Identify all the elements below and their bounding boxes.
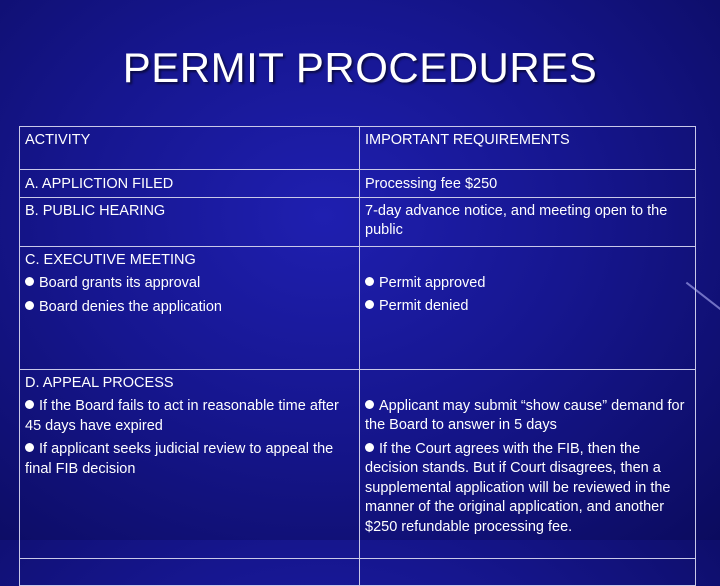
- bullet-icon: [25, 400, 34, 409]
- bullet-icon: [25, 443, 34, 452]
- header-activity: ACTIVITY: [20, 127, 360, 170]
- activity-cell: [20, 369, 360, 558]
- bullet-icon: [365, 443, 374, 452]
- bullet-icon: [365, 400, 374, 409]
- activity-cell: A. APPLICTION FILED: [20, 170, 360, 198]
- bullet-icon: [25, 277, 34, 286]
- requirement-cell: Processing fee $250: [360, 170, 696, 198]
- permit-procedures-table: [19, 126, 696, 586]
- activity-bullet: Board denies the application: [25, 298, 354, 318]
- requirement-cell: 7-day advance notice, and meeting open to the public: [360, 197, 696, 246]
- requirement-bullet: Permit denied: [365, 297, 690, 317]
- slide-title: PERMIT PROCEDURES: [122, 44, 598, 91]
- header-requirements: IMPORTANT REQUIREMENTS: [360, 127, 696, 170]
- empty-cell: [20, 558, 360, 585]
- empty-cell: [360, 558, 696, 585]
- bullet-icon: [365, 300, 374, 309]
- activity-heading: D. APPEAL PROCESS: [25, 374, 174, 391]
- activity-cell: B. PUBLIC HEARING: [20, 197, 360, 246]
- table-row: [20, 246, 696, 369]
- requirement-bullet: Permit approved: [365, 274, 690, 294]
- table-row: [20, 369, 696, 558]
- activity-heading: C. EXECUTIVE MEETING: [25, 251, 196, 268]
- activity-bullet: If the Board fails to act in reasonable time after 45 days have expired: [25, 398, 339, 434]
- requirement-cell: [360, 246, 696, 369]
- table-header-row: [20, 127, 696, 170]
- bullet-icon: [25, 301, 34, 310]
- requirement-cell: [360, 369, 696, 558]
- table-row: [20, 170, 696, 198]
- requirement-bullet: Applicant may submit “show cause” demand for the Board to answer in 5 days: [365, 397, 685, 433]
- bullet-icon: [365, 277, 374, 286]
- activity-cell: [20, 246, 360, 369]
- table-row-empty: [20, 558, 696, 585]
- requirement-bullet: If the Court agrees with the FIB, then the decision stands. But if Court disagrees, then a supplemental application will be reviewed in the manner of the original application, and another $250 refundable processing fee.: [365, 440, 671, 535]
- activity-bullet: If applicant seeks judicial review to appeal the final FIB decision: [25, 441, 334, 477]
- activity-bullet: Board grants its approval: [25, 274, 354, 294]
- table-row: [20, 197, 696, 246]
